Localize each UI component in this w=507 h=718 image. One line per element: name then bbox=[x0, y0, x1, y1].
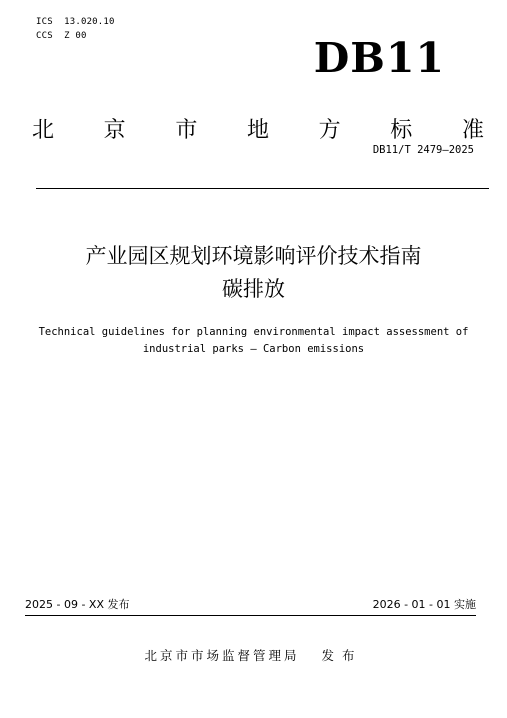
standard-type-char: 标 bbox=[390, 118, 413, 143]
bottom-divider bbox=[25, 615, 476, 616]
standard-type-char: 北 bbox=[32, 118, 55, 143]
standard-number: DB11/T 2479—2025 bbox=[372, 144, 474, 156]
issue-verb: 发布 bbox=[321, 648, 363, 663]
standard-type-char: 市 bbox=[175, 118, 198, 143]
standard-type-char: 准 bbox=[461, 118, 484, 143]
issuer-line bbox=[0, 646, 507, 664]
english-title-line1: Technical guidelines for planning environmental impact assessment of bbox=[38, 326, 469, 338]
english-title-line2: industrial parks — Carbon emissions bbox=[142, 343, 365, 355]
standard-type-heading bbox=[32, 113, 484, 144]
standard-type-char: 地 bbox=[246, 118, 269, 143]
chinese-title-line1: 产业园区规划环境影响评价技术指南 bbox=[85, 244, 422, 268]
ics-code: ICS 13.020.10 bbox=[36, 17, 115, 27]
db11-logo: DB11 bbox=[313, 34, 445, 82]
issuer-name: 北京市市场监督管理局 bbox=[144, 648, 300, 663]
ccs-code: CCS Z 00 bbox=[36, 31, 87, 41]
standard-type-char: 京 bbox=[103, 118, 126, 143]
chinese-title-line2: 碳排放 bbox=[222, 277, 285, 301]
standard-type-char: 方 bbox=[318, 118, 341, 143]
publish-date: 2025 - 09 - XX 发布 bbox=[25, 598, 130, 611]
top-divider bbox=[36, 188, 489, 189]
implementation-date: 2026 - 01 - 01 实施 bbox=[372, 598, 476, 611]
